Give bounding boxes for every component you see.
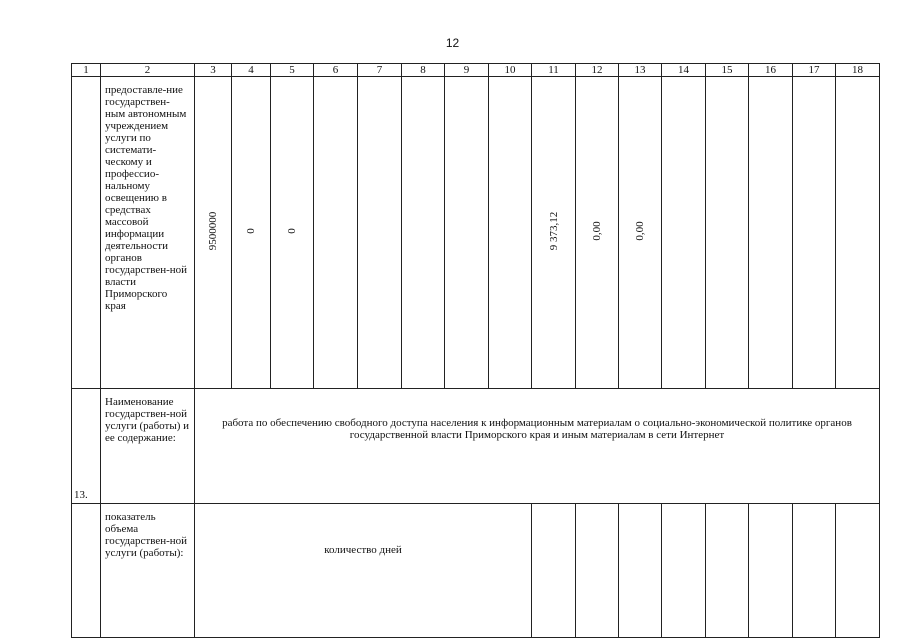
value-col11: 9 373,12 xyxy=(547,211,560,251)
column-header: 11 xyxy=(532,64,576,77)
column-header: 12 xyxy=(576,64,619,77)
value-cell xyxy=(195,77,232,389)
column-header: 18 xyxy=(836,64,880,77)
column-header: 7 xyxy=(358,64,402,77)
table-row xyxy=(72,77,880,389)
value-cell xyxy=(576,77,619,389)
column-header: 5 xyxy=(271,64,314,77)
value-cell xyxy=(749,504,793,638)
column-header: 1 xyxy=(72,64,101,77)
value-cell xyxy=(836,77,880,389)
table-row xyxy=(72,389,880,504)
value-col12: 0,00 xyxy=(591,221,603,241)
value-cell xyxy=(314,77,358,389)
column-header: 14 xyxy=(662,64,706,77)
value-cell xyxy=(576,504,619,638)
value-cell xyxy=(489,77,532,389)
service-description: предоставле-ние государствен-ным автономным учреждением услуги по системати-ческому и профессио-нальному освещению в средствах массовой информации деятельности органов государствен-ной власти Приморского края xyxy=(101,77,195,389)
column-header: 3 xyxy=(195,64,232,77)
volume-indicator-content: количество дней xyxy=(195,504,532,638)
column-number-row xyxy=(72,64,880,77)
column-header: 17 xyxy=(793,64,836,77)
column-header: 4 xyxy=(232,64,271,77)
value-cell xyxy=(271,77,314,389)
row-number-cell xyxy=(72,504,101,638)
column-header: 2 xyxy=(101,64,195,77)
value-cell xyxy=(706,77,749,389)
value-cell xyxy=(445,77,489,389)
row-number: 13. xyxy=(72,389,101,504)
column-header: 15 xyxy=(706,64,749,77)
value-cell xyxy=(532,77,576,389)
value-col13: 0,00 xyxy=(634,221,646,241)
value-cell xyxy=(532,504,576,638)
value-cell xyxy=(662,77,706,389)
value-cell xyxy=(706,504,749,638)
row-number-cell xyxy=(72,77,101,389)
value-col4: 0 xyxy=(245,228,257,234)
value-col3: 9500000 xyxy=(207,211,219,251)
value-cell xyxy=(793,504,836,638)
value-cell xyxy=(793,77,836,389)
page-number: 12 xyxy=(445,36,460,50)
column-header: 10 xyxy=(489,64,532,77)
value-cell xyxy=(358,77,402,389)
value-cell xyxy=(619,504,662,638)
table-row xyxy=(72,504,880,638)
service-name-label: Наименование государствен-ной услуги (работы) и ее содержание: xyxy=(101,389,195,504)
volume-indicator-label: показатель объема государствен-ной услуги (работы): xyxy=(101,504,195,638)
column-header: 16 xyxy=(749,64,793,77)
value-cell xyxy=(662,504,706,638)
budget-table xyxy=(71,63,880,638)
value-cell xyxy=(232,77,271,389)
value-cell xyxy=(619,77,662,389)
value-col5: 0 xyxy=(286,228,298,234)
column-header: 6 xyxy=(314,64,358,77)
value-cell xyxy=(749,77,793,389)
service-name-content: работа по обеспечению свободного доступа населения к информационным материалам о социально-экономической политике органов государственной власти Приморского края и иным материалам в сети Интернет xyxy=(195,389,880,504)
value-cell xyxy=(402,77,445,389)
column-header: 9 xyxy=(445,64,489,77)
column-header: 8 xyxy=(402,64,445,77)
column-header: 13 xyxy=(619,64,662,77)
value-cell xyxy=(836,504,880,638)
